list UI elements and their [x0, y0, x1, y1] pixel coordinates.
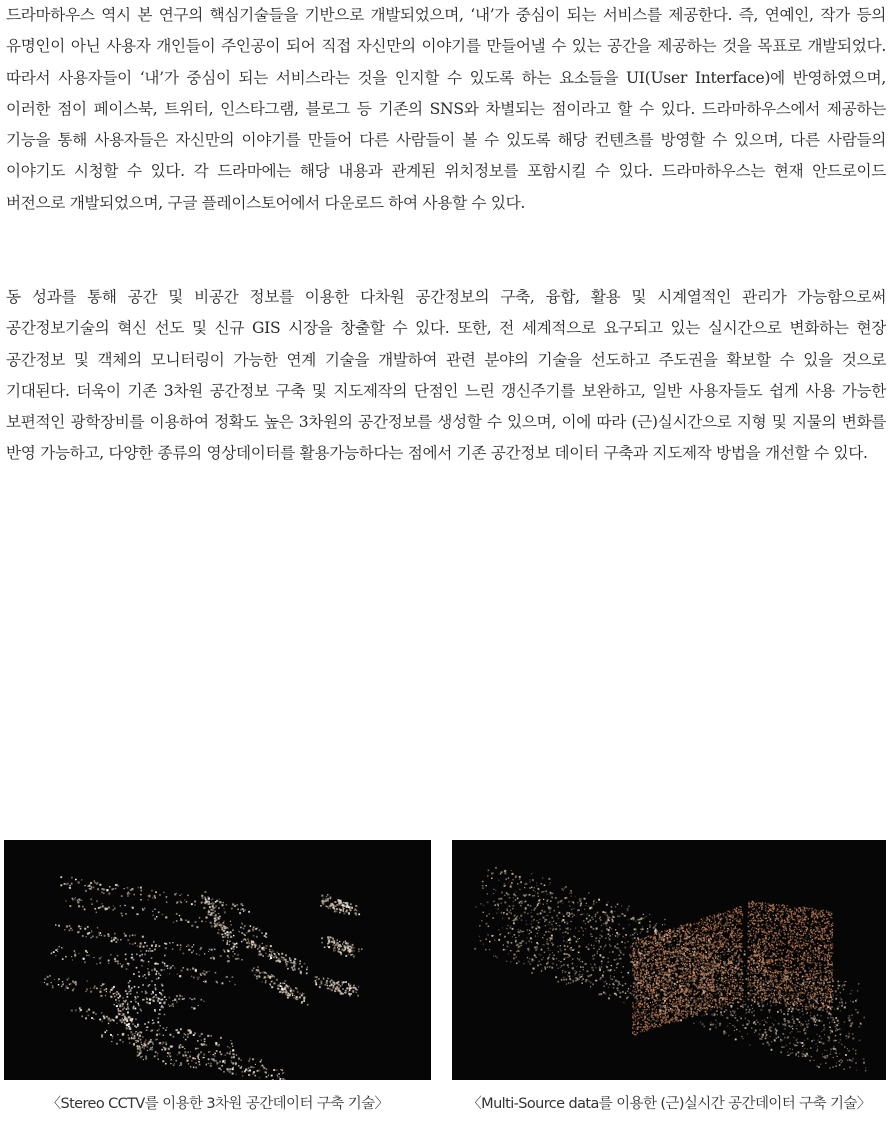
sparse-point-cloud-image [4, 840, 431, 1080]
figure-caption-right: 〈Multi-Source data를 이용한 (근)실시간 공간데이터 구축 기술〉 [467, 1096, 871, 1112]
point-cloud-right [452, 840, 886, 1080]
point-cloud-left [4, 840, 431, 1080]
dense-colored-point-cloud-image [452, 840, 886, 1080]
body-paragraph-1: 드라마하우스 역시 본 연구의 핵심기술들을 기반으로 개발되었으며, ‘내’가 중심이 되는 서비스를 제공한다. 즉, 연예인, 작가 등의 유명인이 아닌 사용자 개인들이 주인공이 되어 직접 자신만의 이야기를 만들어낼 수 있는 공간을 제공하는 것을 목표로 개발되었다. 따라서 사용자들이 ‘내’가 중심이 되는 서비스라는 것을 인지할 수 있도록 하는 요소들을 UI(User Interface)에 반영하였으며, 이러한 점이 페이스북, 트위터, 인스타그램, 블로그 등 기존의 SNS와 차별되는 점이라고 할 수 있다. 드라마하우스에서 제공하는 기능을 통해 사용자들은 자신만의 이야기를 만들어 다른 사람들이 볼 수 있도록 해당 컨텐츠를 방영할 수 있으며, 다른 사람들의 이야기도 시청할 수 있다. 각 드라마에는 해당 내용과 관계된 위치정보를 포함시킬 수 있다. 드라마하우스는 현재 안드로이드 버전으로 개발되었으며, 구글 플레이스토어에서 다운로드 하여 사용할 수 있다. [6, 6, 886, 212]
body-paragraph-2: 동 성과를 통해 공간 및 비공간 정보를 이용한 다차원 공간정보의 구축, 융합, 활용 및 시계열적인 관리가 가능함으로써 공간정보기술의 혁신 선도 및 신규 GIS 시장을 창출할 수 있다. 또한, 전 세계적으로 요구되고 있는 실시간으로 변화하는 현장 공간정보 및 객체의 모니터링이 가능한 연계 기술을 개발하여 관련 분야의 기술을 선도하고 주도권을 확보할 수 있을 것으로 기대된다. 더욱이 기존 3차원 공간정보 구축 및 지도제작의 단점인 느린 갱신주기를 보완하고, 일반 사용자들도 쉽게 사용 가능한 보편적인 광학장비를 이용하여 정확도 높은 3차원의 공간정보를 생성할 수 있으며, 이에 따라 (근)실시간으로 지형 및 지물의 변화를 반영 가능하고, 다양한 종류의 영상데이터를 활용가능하다는 점에서 기존 공간정보 데이터 구축과 지도제작 방법을 개선할 수 있다. [6, 288, 886, 463]
figure-caption-left: 〈Stereo CCTV를 이용한 3차원 공간데이터 구축 기술〉 [46, 1096, 389, 1112]
